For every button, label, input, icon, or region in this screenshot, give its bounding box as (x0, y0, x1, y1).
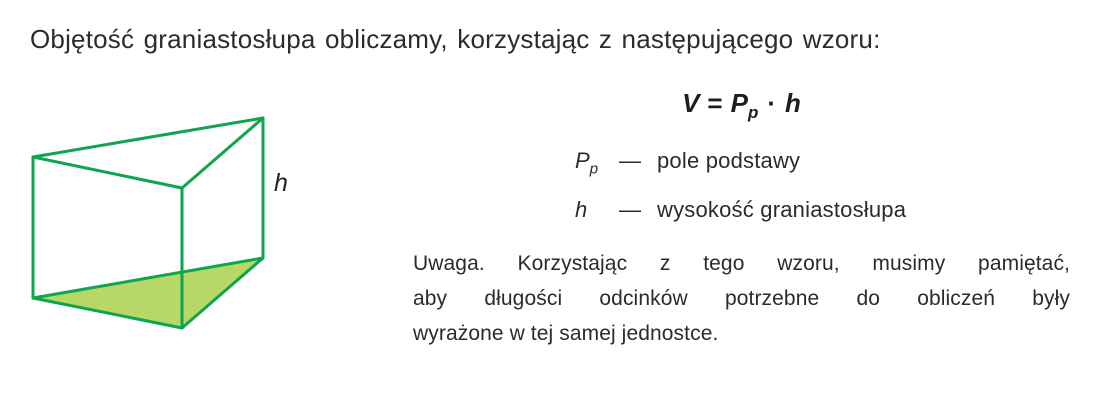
formula-height-symbol: h (785, 88, 801, 118)
formula-multiplication-dot: · (767, 88, 777, 118)
definition-symbol-letter: P (575, 148, 590, 173)
formula-volume-symbol: V (682, 88, 700, 118)
prism-figure (22, 108, 302, 343)
note-line: Uwaga. Korzystając z tego wzoru, musimy pamiętać, (413, 252, 1070, 275)
formula-base-area-symbol: P (730, 88, 748, 118)
definition-dash: — (619, 197, 641, 223)
figure-height-label: h (274, 169, 288, 197)
prism-edges (33, 118, 263, 328)
definition-row-height (575, 195, 906, 233)
definition-symbol (575, 146, 619, 184)
definition-row-base-area (575, 146, 906, 184)
definition-symbol-letter: h (575, 197, 588, 223)
definition-symbol (575, 195, 619, 233)
prism-top-face (33, 118, 263, 188)
note-line: aby długości odcinków potrzebne do obliczeń były (413, 287, 1070, 310)
definition-description: wysokość graniastosłupa (657, 197, 907, 223)
volume-formula (413, 88, 1070, 123)
note-paragraph (413, 246, 1070, 351)
page-title: Objętość graniastosłupa obliczamy, korzystając z następującego wzoru: (30, 24, 881, 54)
note-line: wyrażone w tej samej jednostce. (413, 322, 719, 345)
prism-base-face (33, 258, 263, 328)
formula-equals-sign: = (707, 88, 723, 118)
symbol-definitions (575, 146, 906, 245)
definition-description: pole podstawy (657, 148, 801, 173)
definition-symbol-subscript: p (589, 160, 599, 178)
formula-base-area-subscript: p (747, 103, 759, 123)
definition-dash: — (619, 148, 641, 173)
